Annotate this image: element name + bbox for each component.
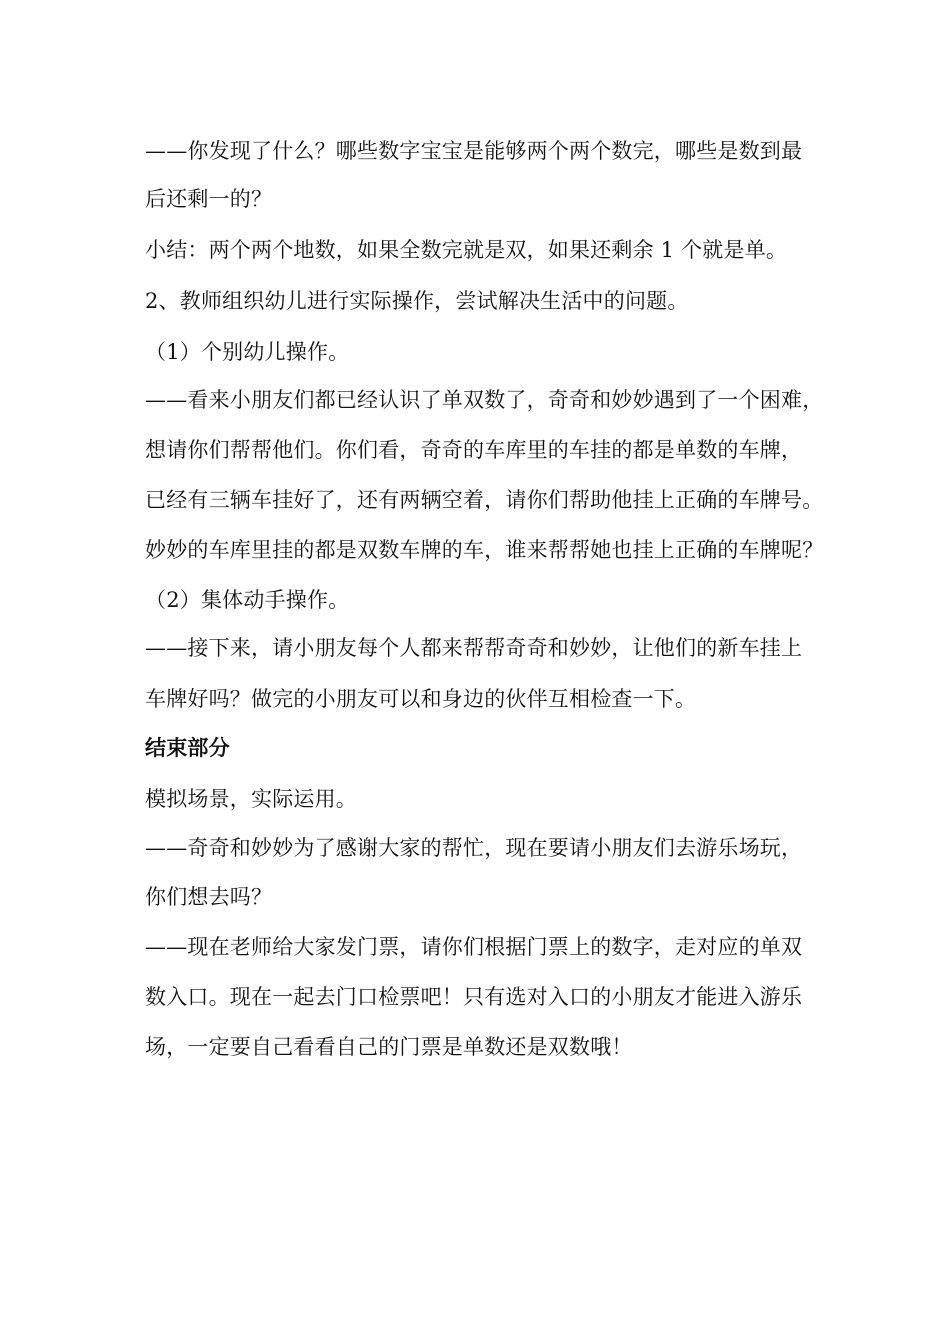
paragraph-line: ——看来小朋友们都已经认识了单双数了，奇奇和妙妙遇到了一个困难，	[145, 388, 824, 412]
paragraph-line: ——现在老师给大家发门票，请你们根据门票上的数字，走对应的单双	[145, 935, 803, 959]
paragraph-line: 你们想去吗？	[145, 885, 273, 909]
paragraph-line: 妙妙的车库里挂的都是双数车牌的车，谁来帮帮她也挂上正确的车牌呢？	[145, 538, 824, 562]
paragraph-line: 车牌好吗？做完的小朋友可以和身边的伙伴互相检查一下。	[145, 687, 697, 711]
summary-line: 小结：两个两个地数，如果全数完就是双，如果还剩余 1 个就是单。	[145, 238, 788, 262]
paragraph-line: ——接下来，请小朋友每个人都来帮帮奇奇和妙妙，让他们的新车挂上	[145, 636, 803, 660]
paragraph-line: ——奇奇和妙妙为了感谢大家的帮忙，现在要请小朋友们去游乐场玩，	[145, 836, 803, 860]
section-step-2: 2、教师组织幼儿进行实际操作，尝试解决生活中的问题。	[145, 289, 689, 313]
section-heading-ending: 结束部分	[145, 736, 230, 760]
paragraph-line: 数入口。现在一起去门口检票吧！只有选对入口的小朋友才能进入游乐	[145, 985, 803, 1009]
subsection-2-title: （2）集体动手操作。	[145, 588, 350, 612]
paragraph-line: 后还剩一的？	[145, 187, 273, 211]
paragraph-line: ——你发现了什么？哪些数字宝宝是能够两个两个数完，哪些是数到最	[145, 139, 803, 163]
paragraph-line: 想请你们帮帮他们。你们看，奇奇的车库里的车挂的都是单数的车牌，	[145, 438, 803, 462]
paragraph-line: 场，一定要自己看看自己的门票是单数还是双数哦！	[145, 1035, 633, 1059]
paragraph-line: 模拟场景，实际运用。	[145, 787, 357, 811]
paragraph-line: 已经有三辆车挂好了，还有两辆空着，请你们帮助他挂上正确的车牌号。	[145, 488, 824, 512]
subsection-1-title: （1）个别幼儿操作。	[145, 340, 350, 364]
